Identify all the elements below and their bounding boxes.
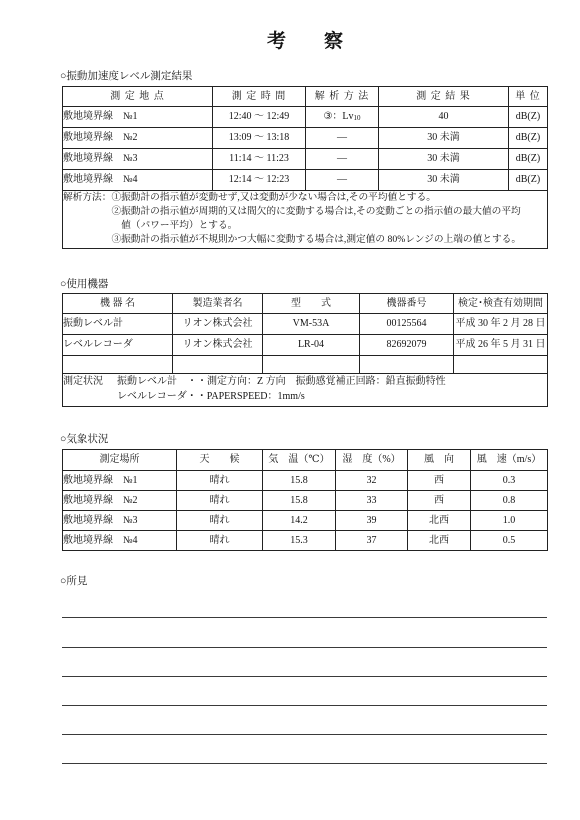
serial-number: 00125564 [360,314,454,335]
header-model: 型 式 [263,294,360,314]
header-wind-direction: 風 向 [408,450,471,471]
wind-direction: 北西 [408,511,471,531]
table-row [63,471,548,491]
empty-cell [263,356,360,374]
humidity: 32 [336,471,408,491]
measurement-time: 11:14 ～ 11:23 [213,149,306,170]
unit: dB(Z) [509,149,548,170]
wind-speed: 0.5 [471,531,548,551]
measurement-result: 30 未満 [379,149,509,170]
header-manufacturer: 製造業者名 [173,294,263,314]
measurement-place: 敷地境界線 №4 [63,531,177,551]
header-weather: 天 候 [177,450,263,471]
measurement-result: 40 [379,107,509,128]
wind-direction: 西 [408,491,471,511]
empty-table-row [63,356,548,374]
validity-period: 平成 26 年 5 月 31 日 [454,335,548,356]
table-header-row [63,87,548,107]
analysis-notes-row [63,191,548,249]
page-title: 考 察 [266,31,343,52]
findings-writing-line [62,734,547,735]
measurement-point: 敷地境界線 №3 [63,149,213,170]
validity-period: 平成 30 年 2 月 28 日 [454,314,548,335]
measurement-place: 敷地境界線 №2 [63,491,177,511]
measurement-status [63,374,548,407]
measurement-point: 敷地境界線 №2 [63,128,213,149]
table-header-row [63,450,548,471]
analysis-method-subscript: 10 [353,114,361,122]
weather-table [62,449,548,551]
measurement-result: 30 未満 [379,170,509,191]
header-validity-period: 検定･検査有効期間 [454,294,548,314]
measurement-point: 敷地境界線 №1 [63,107,213,128]
findings-writing-line [62,617,547,618]
header-equipment-name: 機 器 名 [63,294,173,314]
empty-cell [63,356,173,374]
section-heading-weather: ○気象状況 [60,434,109,445]
model: LR-04 [263,335,360,356]
serial-number: 82692079 [360,335,454,356]
temperature: 15.8 [263,491,336,511]
section-heading-findings: ○所見 [60,576,88,587]
table-row [63,107,548,128]
humidity: 33 [336,491,408,511]
measurement-result: 30 未満 [379,128,509,149]
empty-cell [173,356,263,374]
header-measurement-time: 測 定 時 間 [213,87,306,107]
temperature: 15.8 [263,471,336,491]
weather: 晴れ [177,531,263,551]
header-measurement-place: 測定場所 [63,450,177,471]
weather: 晴れ [177,491,263,511]
analysis-notes-label: 解析方法： [63,192,112,203]
measurement-status-row [63,374,548,407]
analysis-method: ― [306,170,379,191]
section-heading-equipment: ○使用機器 [60,279,109,290]
weather: 晴れ [177,511,263,531]
header-measurement-result: 測 定 結 果 [379,87,509,107]
vibration-results-table [62,86,548,249]
table-row [63,511,548,531]
analysis-note-1: ①振動計の指示値が変動せず,又は変動が少ない場合は,その平均値とする。 [111,192,436,203]
table-row [63,531,548,551]
unit: dB(Z) [509,107,548,128]
humidity: 39 [336,511,408,531]
header-humidity: 湿 度（%） [336,450,408,471]
measurement-time: 12:40 ～ 12:49 [213,107,306,128]
equipment-name: レベルレコーダ [63,335,173,356]
unit: dB(Z) [509,170,548,191]
equipment-name: 振動レベル計 [63,314,173,335]
measurement-time: 13:09 ～ 13:18 [213,128,306,149]
header-wind-speed: 風 速（m/s） [471,450,548,471]
empty-cell [360,356,454,374]
analysis-method: ― [306,149,379,170]
measurement-point: 敷地境界線 №4 [63,170,213,191]
wind-speed: 0.3 [471,471,548,491]
temperature: 15.3 [263,531,336,551]
wind-speed: 1.0 [471,511,548,531]
findings-writing-line [62,763,547,764]
wind-direction: 西 [408,471,471,491]
header-analysis-method: 解 析 方 法 [306,87,379,107]
table-header-row [63,294,548,314]
equipment-table [62,293,548,407]
manufacturer: リオン株式会社 [173,314,263,335]
table-row [63,314,548,335]
manufacturer: リオン株式会社 [173,335,263,356]
measurement-status-label: 測定状況 [63,376,103,387]
analysis-method: ― [306,128,379,149]
measurement-status-line-1: 振動レベル計 ・・測定方向：Z 方向 振動感覚補正回路：鉛直振動特性 [117,376,446,387]
findings-writing-line [62,705,547,706]
model: VM-53A [263,314,360,335]
header-unit: 単 位 [509,87,548,107]
analysis-note-2-continued: 値（パワー平均）とする。 [121,220,238,231]
table-row [63,170,548,191]
analysis-notes [63,191,548,249]
table-row [63,128,548,149]
table-row [63,335,548,356]
table-row [63,491,548,511]
analysis-method-value: ③：Lv [323,111,354,122]
analysis-method [306,107,379,128]
header-measurement-point: 測 定 地 点 [63,87,213,107]
wind-direction: 北西 [408,531,471,551]
wind-speed: 0.8 [471,491,548,511]
empty-cell [454,356,548,374]
measurement-place: 敷地境界線 №3 [63,511,177,531]
humidity: 37 [336,531,408,551]
analysis-note-2: ②振動計の指示値が周期的又は間欠的に変動する場合は,その変動ごとの指示値の最大値の平均 [111,206,521,217]
header-serial-number: 機器番号 [360,294,454,314]
findings-writing-line [62,647,547,648]
measurement-place: 敷地境界線 №1 [63,471,177,491]
header-temperature: 気 温（℃） [263,450,336,471]
measurement-status-line-2: レベルレコーダ・・PAPERSPEED：1mm/s [117,391,305,402]
section-heading-vibration: ○振動加速度レベル測定結果 [60,71,193,82]
temperature: 14.2 [263,511,336,531]
weather: 晴れ [177,471,263,491]
measurement-time: 12:14 ～ 12:23 [213,170,306,191]
findings-writing-line [62,676,547,677]
analysis-note-3: ③振動計の指示値が不規則かつ大幅に変動する場合は,測定値の 80%レンジの上端の値とする。 [111,234,522,245]
unit: dB(Z) [509,128,548,149]
table-row [63,149,548,170]
